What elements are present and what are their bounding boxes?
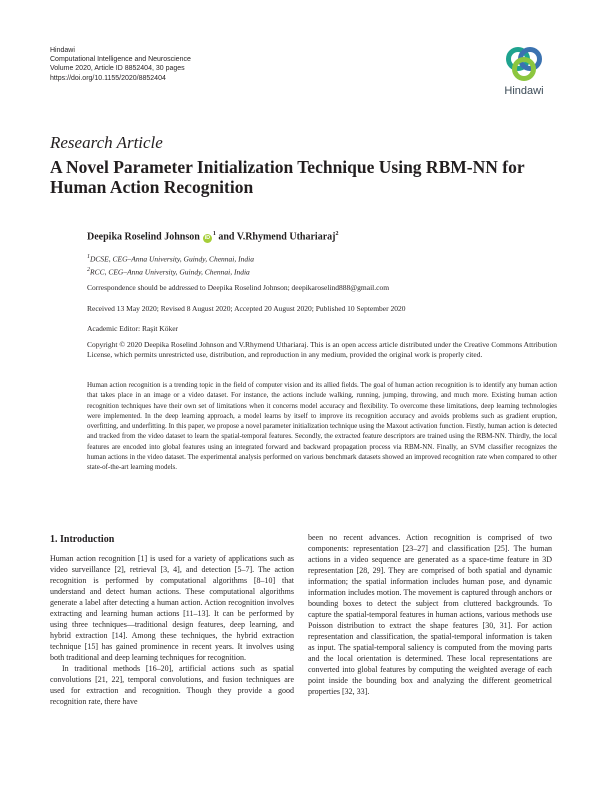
logo-wordmark: Hindawi xyxy=(504,85,544,97)
journal-name: Computational Intelligence and Neuroscience xyxy=(50,56,191,64)
body-paragraph: been no recent advances. Action recognition is comprised of two components: representation [23–27] and classification [25]. The human actions in a video sequence are generated as a space-time feature in 3D representation [28, 29]. They are comprised of both spatial and dynamic information; the spatial information includes human pose, and dynamic information includes motion. The movement is captured through anchors or bounding boxes to detect the subject from cluttered backgrounds. To capture the spatial-temporal features in human actions, various methods use Poisson distribution to extract the shape features [30, 31]. For action representation and classification, the spatial-temporal information is taken as input. The spatial-temporal saliency is computed from the moving parts and the local orientation is determined. These local representations are converted into global features by computing the weighted average of each point inside the bounding box and analyzing the different geometrical properties [32, 33]. xyxy=(308,533,552,696)
journal-meta xyxy=(50,46,330,83)
section-heading: 1. Introduction xyxy=(50,534,115,545)
body-paragraph: Human action recognition [1] is used for a variety of applications such as video surveillance [2], retrieval [3, 4], and detection [5–7]. The action recognition is performed by computational algorithms [8–10] that understand and detect human actions. These computational algorithms generate a label after detecting a human action. Action recognition involves extracting and learning human actions [11–13]. It can be performed by using three techniques—traditional design features, deep learning, and hybrid extraction [14]. Among these techniques, the hybrid extraction technique [15] has gained prominence in recent years. It involves using both traditional and deep learning techniques for recognition. xyxy=(50,554,294,662)
hindawi-logo-icon xyxy=(504,44,544,84)
abstract: Human action recognition is a trending topic in the field of computer vision and its allied fields. The goal of human action recognition is to identify any human action that takes place in an image or a video dataset. For instance, the actions include walking, running, jumping, throwing, and much more. Existing human action recognition techniques have their own set of limitations when it concerns model accuracy and flexibility. To overcome these limitations, deep learning technologies were implemented. In the deep learning approach, a model learns by itself to improve its recognition accuracy and avoids problems such as gradient eruption, overfitting, and underfitting. In this paper, we propose a novel parameter initialization technique using the Maxout activation function. Firstly, human action is detected and tracked from the video dataset to learn the spatial-temporal features. Secondly, the extracted feature descriptors are trained using the RBM-NN. Thirdly, the local features are encoded into global features using an integrated forward and backward propagation process via RBM-NN. Finally, an SVM classifier recognizes the human actions in the video dataset. The experimental analysis performed on various benchmark datasets showed an improved recognition rate when compared to other state-of-the-art learning models. xyxy=(87,381,557,472)
publication-dates: Received 13 May 2020; Revised 8 August 2020; Accepted 20 August 2020; Published 10 September 2020 xyxy=(87,304,406,313)
body-column-left xyxy=(50,533,294,707)
affiliation-item: $^2$RCC, CEG–Anna University, Guindy, Chennai, India xyxy=(87,266,250,276)
article-type: Research Article xyxy=(50,133,163,152)
affiliation-marker: 1 xyxy=(212,231,216,237)
paper-title: A Novel Parameter Initialization Technique Using RBM-NN for Human Action Recognition xyxy=(50,157,525,197)
body-paragraph: In traditional methods [16–20], artificial actions such as spatial convolutions [21, 22], temporal convolutions, and fusion techniques are used for extraction and recognition. Though they provide a good recognition rate, there have xyxy=(50,664,294,706)
copyright-notice: Copyright © 2020 Deepika Roselind Johnson and V.Rhymend Uthariaraj. This is an open access article distributed under the Creative Commons Attribution License, which permits unrestricted use, distribution, and reproduction in any medium, provided the original work is properly cited. xyxy=(87,340,557,359)
orcid-icon[interactable]: iD xyxy=(204,235,211,242)
affiliation-item: $^1$DCSE, CEG–Anna University, Guindy, Chennai, India xyxy=(87,254,254,264)
journal-volume: Volume 2020, Article ID 8852404, 30 pages xyxy=(50,65,185,73)
hindawi-logo[interactable] xyxy=(492,44,556,106)
author-name: Deepika Roselind Johnson xyxy=(87,231,200,243)
correspondence: Correspondence should be addressed to Deepika Roselind Johnson; deepikaroselind888@gmail.com xyxy=(87,283,390,292)
affiliations xyxy=(87,252,557,277)
academic-editor: Academic Editor: Raşit Köker xyxy=(87,324,179,333)
body-column-right xyxy=(308,532,552,697)
journal-doi-link[interactable]: https://doi.org/10.1155/2020/8852404 xyxy=(50,74,166,82)
author-name: V.Rhymend Uthariaraj xyxy=(236,231,336,243)
affiliation-marker: 2 xyxy=(335,231,339,237)
publisher-name: Hindawi xyxy=(50,47,75,54)
author-line xyxy=(87,231,338,243)
author-connector: and xyxy=(215,231,237,243)
